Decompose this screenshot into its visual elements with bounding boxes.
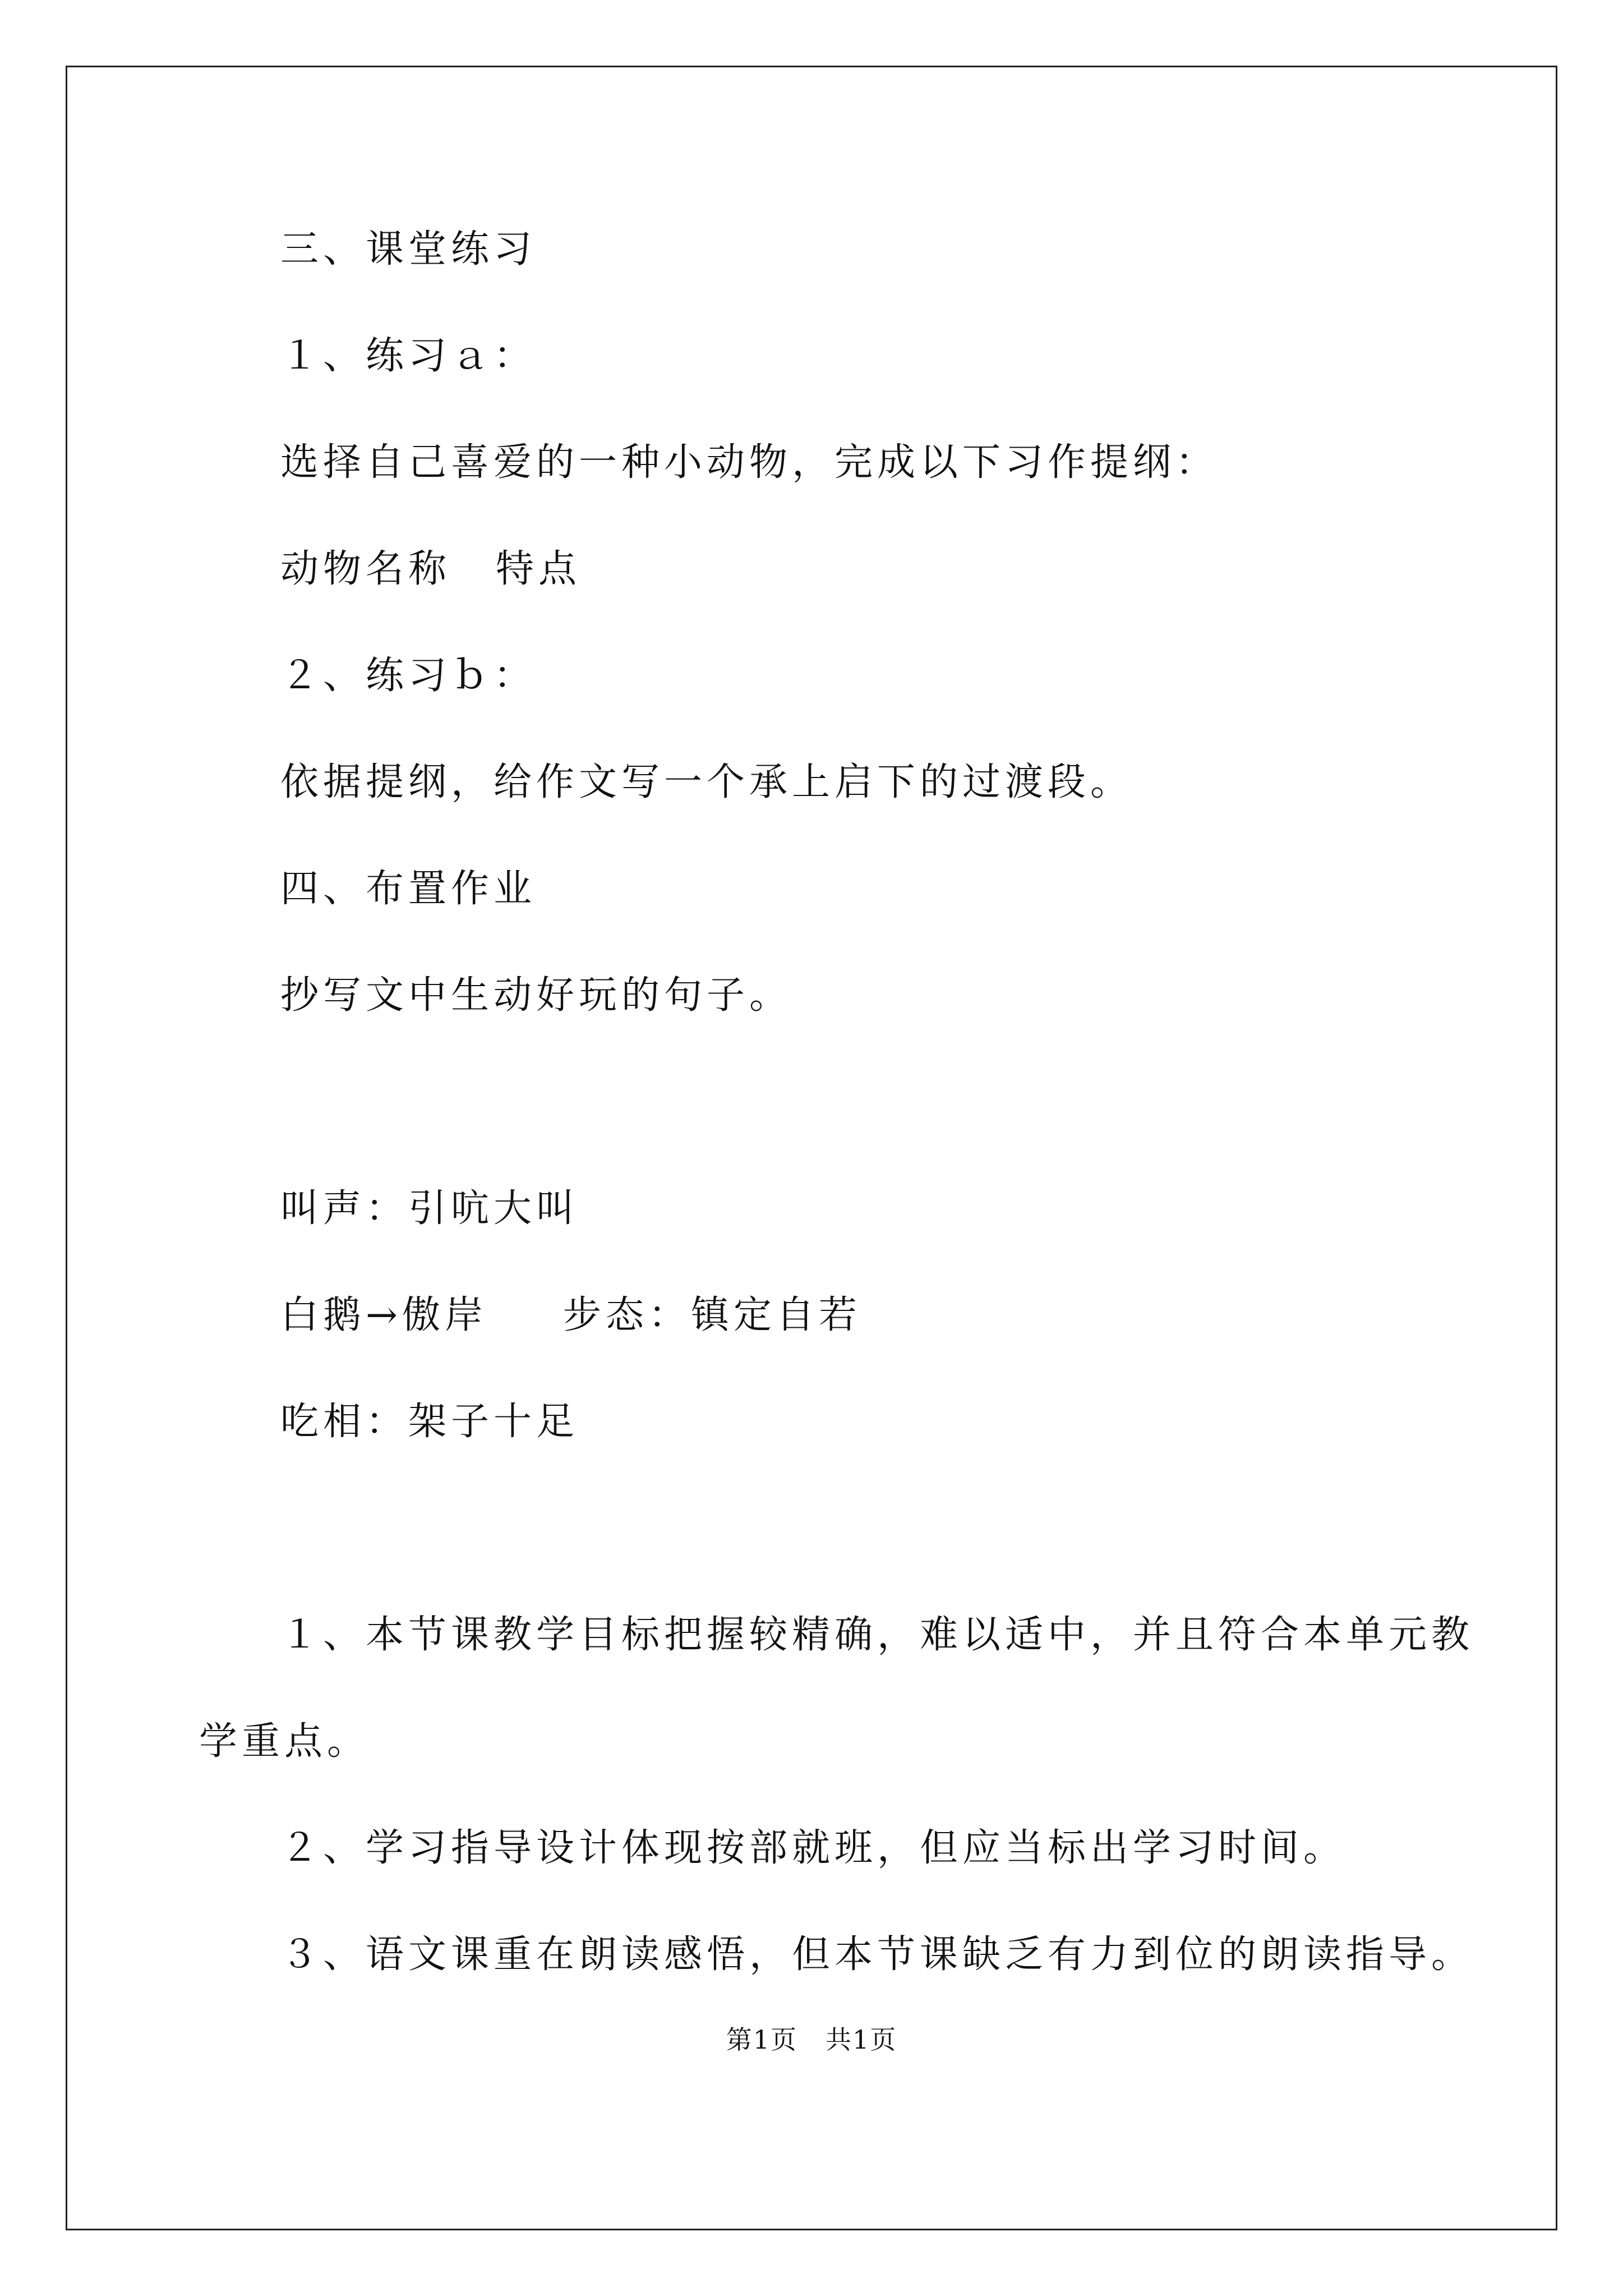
page-frame: [66, 66, 1557, 2230]
page-total: 共1页: [826, 2024, 897, 2055]
board-goose-line: [280, 1290, 861, 1341]
exercise-b-instruction: 依据提纲，给作文写一个承上启下的过渡段。: [280, 760, 1133, 804]
arrow-right-icon: →: [366, 1293, 402, 1337]
board-goose-subject: 白鹅: [280, 1293, 366, 1337]
exercise-a-label: １、练习ａ：: [280, 334, 537, 378]
section-heading-homework: 四、布置作业: [280, 867, 537, 911]
page-footer: [0, 2023, 1623, 2056]
board-call-line: 叫声：引吭大叫: [280, 1186, 579, 1231]
exercise-b-label: ２、练习ｂ：: [280, 654, 537, 698]
reflection-item-3: ３、语文课重在朗读感悟，但本节课缺乏有力到位的朗读指导。: [280, 1932, 1474, 1977]
outline-col-animal-name: 动物名称: [280, 547, 451, 591]
homework-text: 抄写文中生动好玩的句子。: [280, 973, 792, 1018]
board-gait-line: 步态：镇定自若: [563, 1293, 862, 1337]
board-goose-trait: 傲岸: [402, 1293, 488, 1337]
reflection-item-1: １、本节课教学目标把握较精确，难以适中，并且符合本单元教: [280, 1613, 1474, 1657]
section-heading-classroom-practice: 三、课堂练习: [280, 227, 537, 272]
page-current: 第1页: [726, 2024, 797, 2055]
exercise-a-instruction: 选择自己喜爱的一种小动物，完成以下习作提纲：: [280, 440, 1219, 485]
reflection-item-1-continuation: 学重点。: [199, 1719, 370, 1764]
board-eating-line: 吃相：架子十足: [280, 1400, 579, 1444]
outline-header: [280, 544, 581, 595]
reflection-item-2: ２、学习指导设计体现按部就班，但应当标出学习时间。: [280, 1826, 1347, 1870]
outline-col-feature: 特点: [496, 547, 582, 591]
